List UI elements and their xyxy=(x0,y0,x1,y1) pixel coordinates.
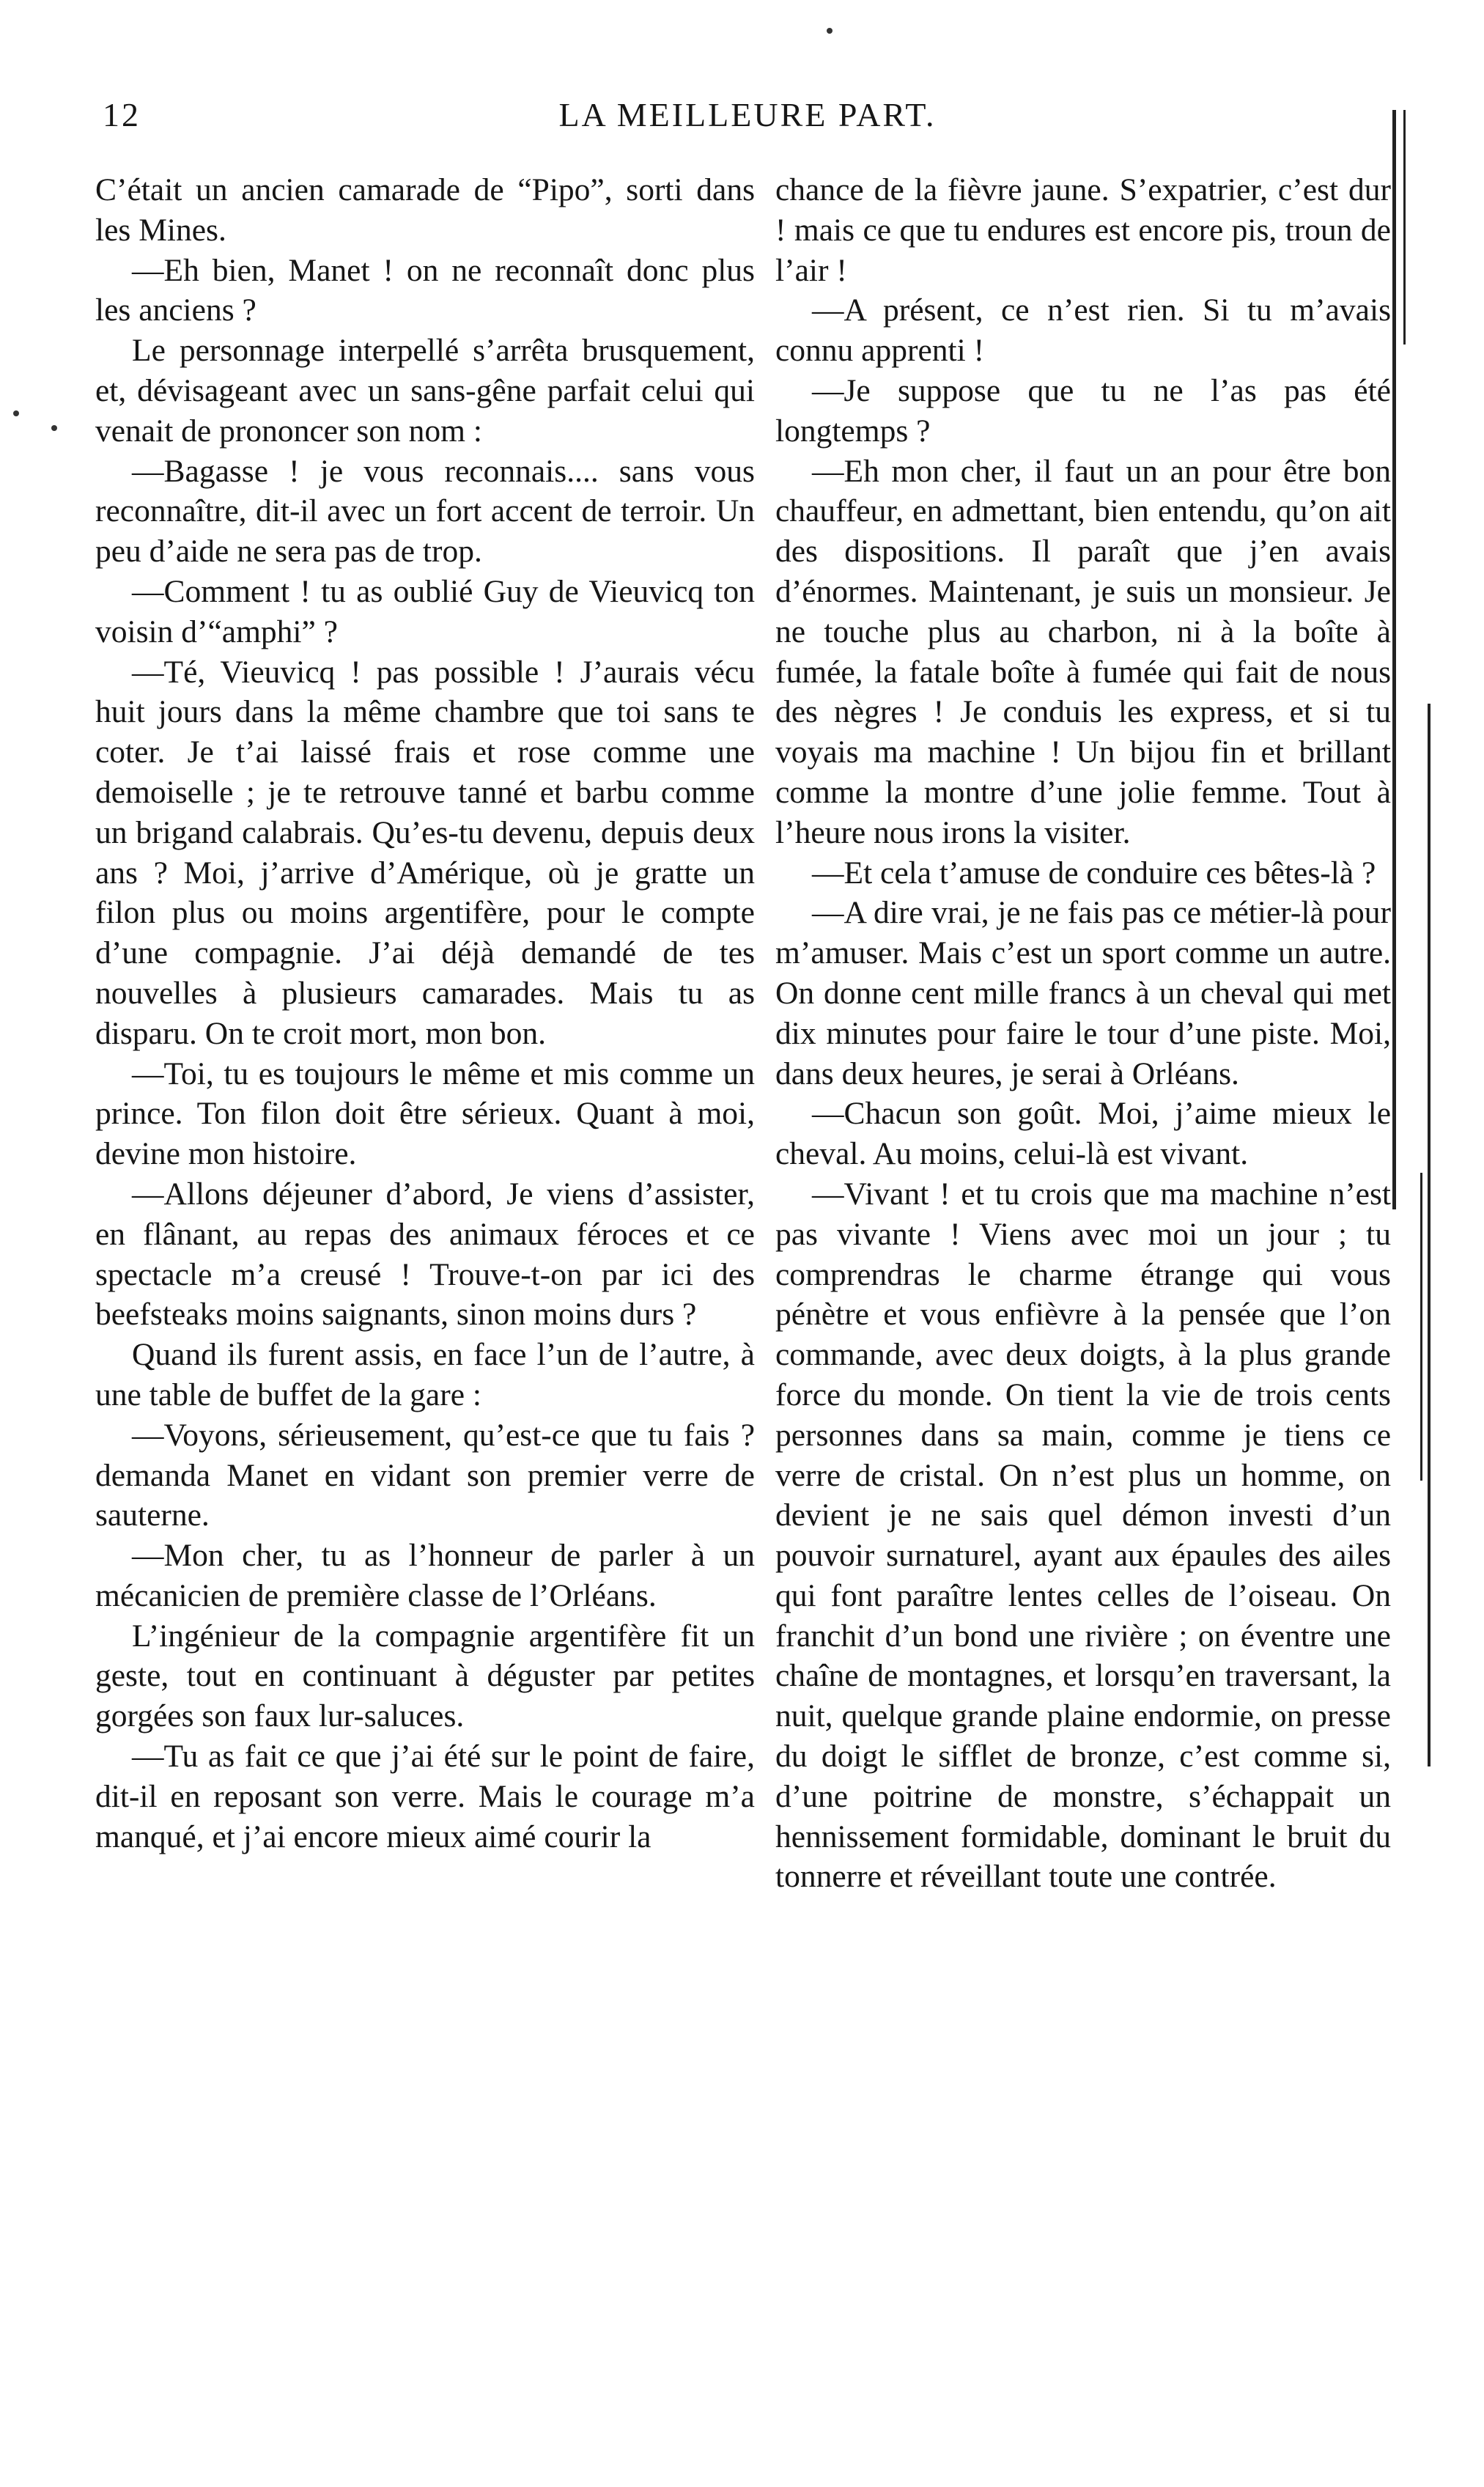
paragraph: Le personnage interpellé s’arrêta brusquement, et, dévisageant avec un sans-gêne parfait celui qui venait de prononcer son nom : xyxy=(95,333,755,449)
right-column xyxy=(775,170,1391,1897)
paragraph: C’était un ancien camarade de “Pipo”, sorti dans les Mines. xyxy=(95,172,755,248)
page-header xyxy=(103,95,1392,147)
paragraph: —Chacun son goût. Moi, j’aime mieux le cheval. Au moins, celui-là est vivant. xyxy=(775,1096,1391,1172)
paragraph: —A dire vrai, je ne fais pas ce métier-là pour m’amuser. Mais c’est un sport comme un autre. On donne cent mille francs à un cheval qui met dix minutes pour faire le tour d’une piste. Moi, dans deux heures, je serai à Orléans. xyxy=(775,895,1391,1091)
paragraph: —Et cela t’amuse de conduire ces bêtes-là ? xyxy=(812,855,1376,891)
paragraph: —Eh mon cher, il faut un an pour être bon chauffeur, en admettant, bien entendu, qu’on ait des dispositions. Il paraît que j’en avais d’énormes. Maintenant, je suis un monsieur. Je ne touche plus au charbon, ni à la boîte à fumée, la fatale boîte à fumée qui fait de nous des nègres ! Je conduis les express, et si tu voyais ma machine ! Un bijou fin et brillant comme la montre d’une jolie femme. Tout à l’heure nous irons la visiter. xyxy=(775,453,1391,850)
paragraph: —Je suppose que tu ne l’as pas été longtemps ? xyxy=(775,372,1391,449)
paragraph: —Voyons, sérieusement, qu’est-ce que tu fais ? demanda Manet en vidant son premier verre de sauterne. xyxy=(95,1417,755,1533)
scan-speck xyxy=(827,28,833,34)
margin-scan-line xyxy=(1403,110,1406,345)
scan-speck xyxy=(51,425,57,431)
paragraph: chance de la fièvre jaune. S’expatrier, c’est dur ! mais ce que tu endures est encore pis, troun de l’air ! xyxy=(775,172,1391,288)
margin-scan-line xyxy=(1420,1173,1422,1481)
paragraph: —Eh bien, Manet ! on ne reconnaît donc plus les anciens ? xyxy=(95,252,755,328)
paragraph: —Comment ! tu as oublié Guy de Vieuvicq ton voisin d’“amphi” ? xyxy=(95,573,755,649)
margin-scan-line xyxy=(1428,704,1431,1766)
paragraph: —A présent, ce n’est rien. Si tu m’avais connu apprenti ! xyxy=(775,292,1391,369)
paragraph: L’ingénieur de la compagnie argentifère fit un geste, tout en continuant à déguster par petites gorgées son faux lur-saluces. xyxy=(95,1618,755,1734)
paragraph: —Tu as fait ce que j’ai été sur le point de faire, dit-il en reposant son verre. Mais le courage m’a manqué, et j’ai encore mieux aimé courir la xyxy=(95,1739,755,1854)
paragraph: —Allons déjeuner d’abord, Je viens d’assister, en flânant, au repas des animaux féroces et ce spectacle m’a creusé ! Trouve-t-on par ici des beefsteaks moins saignants, sinon moins durs ? xyxy=(95,1176,755,1333)
paragraph: —Toi, tu es toujours le même et mis comme un prince. Ton filon doit être sérieux. Quant à moi, devine mon histoire. xyxy=(95,1055,755,1172)
paragraph: —Vivant ! et tu crois que ma machine n’est pas vivante ! Viens avec moi un jour ; tu comprendras le charme étrange qui vous pénètre et vous enfièvre à la pensée que l’on commande, avec deux doigts, à la plus grande force du monde. On tient la vie de trois cents personnes dans sa main, comme je tiens ce verre de cristal. On n’est plus un homme, on devient je ne sais quel démon investi d’un pouvoir surnaturel, ayant aux épaules des ailes qui font paraître lentes celles de l’oiseau. On franchit d’un bond une rivière ; on éventre une chaîne de montagnes, et lorsqu’en traversant, la nuit, quelque grande plaine endormie, on presse du doigt le sifflet de bronze, c’est comme si, d’une poitrine de monstre, s’échappait un hennissement formidable, dominant le bruit du tonnerre et réveillant toute une contrée. xyxy=(775,1176,1391,1895)
paragraph: Quand ils furent assis, en face l’un de l’autre, à une table de buffet de la gare : xyxy=(95,1337,755,1412)
margin-scan-line xyxy=(1392,110,1396,1209)
paragraph: —Té, Vieuvicq ! pas possible ! J’aurais vécu huit jours dans la même chambre que toi sans te coter. Je t’ai laissé frais et rose comme une demoiselle ; je te retrouve tanné et barbu comme un brigand calabrais. Qu’es-tu devenu, depuis deux ans ? Moi, j’arrive d’Amérique, où je gratte un filon plus ou moins argentifère, pour le compte d’une compagnie. J’ai déjà demandé de tes nouvelles à plusieurs camarades. Mais tu as disparu. On te croit mort, mon bon. xyxy=(95,654,755,1051)
paragraph: —Mon cher, tu as l’honneur de parler à un mécanicien de première classe de l’Orléans. xyxy=(95,1538,755,1613)
paragraph: —Bagasse ! je vous reconnais.... sans vous reconnaître, dit-il avec un fort accent de terroir. Un peu d’aide ne sera pas de trop. xyxy=(95,453,755,570)
scan-speck xyxy=(13,410,19,416)
running-title: LA MEILLEURE PART. xyxy=(558,96,937,133)
page-number: 12 xyxy=(103,96,141,133)
left-column xyxy=(95,170,755,1857)
